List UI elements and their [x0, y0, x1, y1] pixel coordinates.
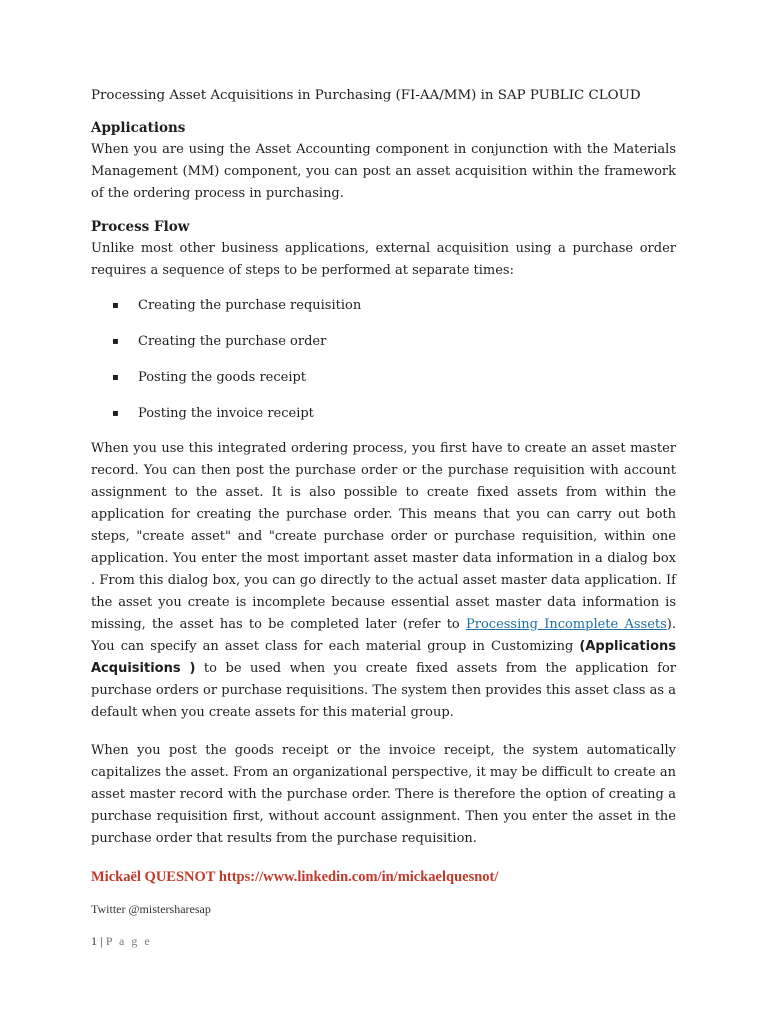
- page-number: 1: [91, 934, 98, 948]
- integrated-ordering-paragraph: When you use this integrated ordering process, you first have to create an asset master record. You can then post the purchase order or the purchase requisition with account assignment to the asset. It is also possible to create fixed assets from within the application for creating the purchase order. This means that you can carry out both steps, "create asset" and "create purchase order or purchase requisition, within one application. You enter the most important asset master data information in a dialog box . From this dialog box, you can go directly to the actual asset master data application. If the asset you create is incomplete because essential asset master data information is missing, the asset has to be completed later (refer to Processing Incomplete Assets). You can specify an asset class for each material group in Customizing (Applications Acquisitions ) to be used when you create fixed assets from the application for purchase orders or purchase requisitions. The system then provides this asset class as a default when you create assets for this material group.: [91, 441, 677, 720]
- goods-receipt-paragraph: When you post the goods receipt or the invoice receipt, the system automatically capitalizes the asset. From an organizational perspective, it may be difficult to create an asset master record with the purchase order. There is therefore the option of creating a purchase requisition first, without account assignment. Then you enter the asset in the purchase order that results from the purchase requisition.: [91, 743, 676, 846]
- list-item: ▪ Creating the purchase order: [91, 332, 676, 352]
- processing-incomplete-assets-link[interactable]: Processing Incomplete Assets: [466, 617, 667, 632]
- bullet-icon: ▪: [112, 408, 119, 419]
- bullet-icon: ▪: [112, 372, 119, 383]
- bullet-icon: ▪: [112, 336, 119, 347]
- process-steps-list: [91, 296, 676, 424]
- bullet-icon: ▪: [112, 300, 119, 311]
- applications-paragraph: When you are using the Asset Accounting component in conjunction with the Materials Management (MM) component, you can post an asset acquisition within the framework of the ordering process in purchasing.: [91, 142, 676, 201]
- page-separator: |: [97, 934, 106, 948]
- list-item: ▪ Creating the purchase requisition: [91, 296, 676, 316]
- applications-heading: Applications: [91, 120, 186, 136]
- list-item: ▪ Posting the goods receipt: [91, 368, 676, 388]
- page-footer: [91, 934, 676, 949]
- process-flow-paragraph: Unlike most other business applications, external acquisition using a purchase order requires a sequence of steps to be performed at separate times:: [91, 241, 676, 278]
- process-flow-heading: Process Flow: [91, 219, 190, 235]
- page-word: P a g e: [105, 934, 152, 948]
- author-line: Mickaël QUESNOT https://www.linkedin.com/in/mickaelquesnot/: [91, 869, 499, 885]
- document-page: [91, 86, 676, 949]
- document-title: Processing Asset Acquisitions in Purchasing (FI-AA/MM) in SAP PUBLIC CLOUD: [91, 88, 641, 103]
- twitter-line: Twitter @mistersharesap: [91, 902, 211, 916]
- applications-acquisitions-term: (Applications Acquisitions ): [91, 639, 676, 676]
- list-item: ▪ Posting the invoice receipt: [91, 404, 676, 424]
